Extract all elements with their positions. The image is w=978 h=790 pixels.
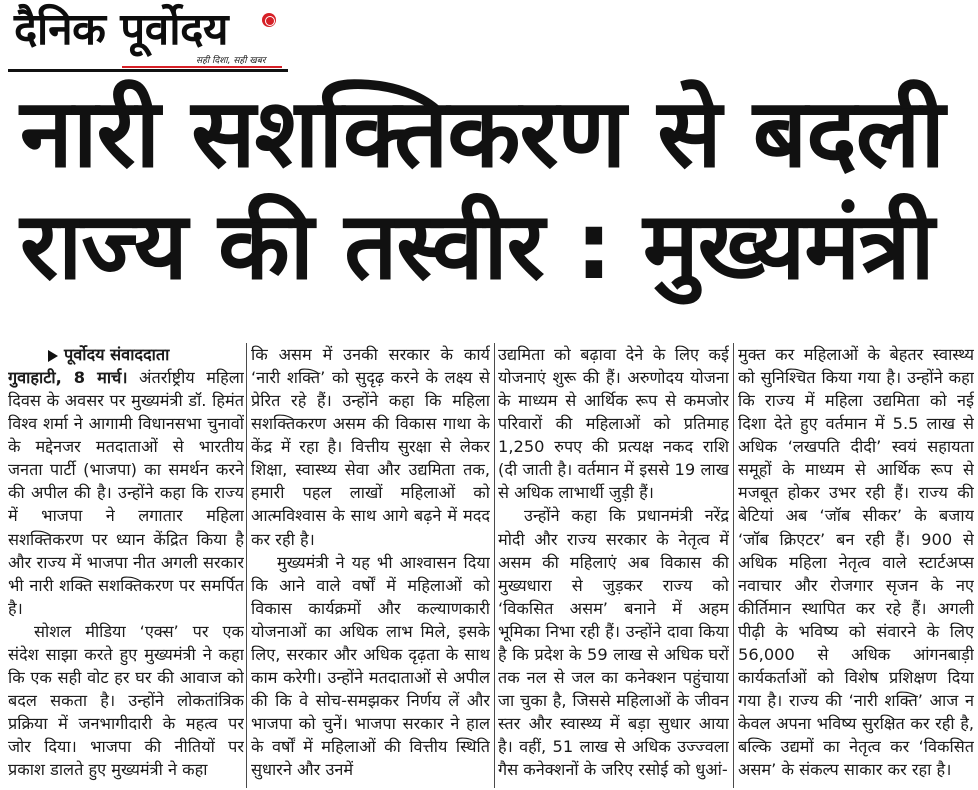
paragraph: मुक्त कर महिलाओं के बेहतर स्वास्थ्य को सुनिश्चित किया गया है। उन्होंने कहा कि राज्य में महिला उद्यमिता को नई दिशा देते हुए वर्तमान में 5.5 लाख से अधिक ‘लखपति दीदी’ स्वयं सहायता समूहों के माध्यम से आर्थिक रूप से मजबूत होकर उभर रही हैं। राज्य की बेटियां अब ‘जॉब सीकर’ के बजाय ‘जॉब क्रिएटर’ बन रही हैं। 900 से अधिक महिला नेतृत्व वाले स्टार्टअप्स नवाचार और रोजगार सृजन के नए कीर्तिमान स्थापित कर रहे हैं। अगली पीढ़ी के भविष्य को संवारने के लिए 56,000 से अधिक आंगनबाड़ी कार्यकर्ताओं को विशेष प्रशिक्षण दिया गया है। राज्य की ‘नारी शक्ति’ आज न केवल अपना भविष्य सुरक्षित कर रही है, बल्कि उद्यमों का नेतृत्व कर ‘विकसित असम’ के संकल्प साकार कर रहा है।	[738, 345, 974, 780]
column-rule	[733, 343, 734, 788]
column-rule	[246, 343, 247, 788]
headline-line-2: राज्य की तस्वीर : मुख्यमंत्री	[20, 191, 934, 300]
headline-line-1-row	[20, 80, 955, 188]
masthead-red-rule	[122, 66, 282, 68]
paragraph	[8, 366, 244, 620]
headline-line-1: नारी सशक्तिकरण से बदली	[20, 79, 945, 189]
article-column-4	[738, 343, 974, 788]
byline	[8, 343, 244, 366]
newspaper-name: दैनिक पूर्वोदय	[14, 4, 229, 55]
masthead	[0, 0, 292, 76]
paragraph: उन्होंने कहा कि प्रधानमंत्री नरेंद्र मोदी और राज्य सरकार के नेतृत्व में असम की महिलाएं अब विकास की मुख्यधारा से जुड़कर राज्य को ‘विकसित असम’ बनाने में अहम भूमिका निभा रही हैं। उन्होंने दावा किया है कि प्रदेश के 59 लाख से अधिक घरों तक नल से जल का कनेक्शन पहुंचाया जा चुका है, जिससे महिलाओं के जीवन स्तर और स्वास्थ्य में बड़ा सुधार आया है। वहीं, 51 लाख से अधिक उज्ज्वला गैस कनेक्शनों के जरिए रसोई को धुआं-	[498, 506, 729, 780]
registered-dot-icon	[262, 13, 276, 27]
paragraph: मुख्यमंत्री ने यह भी आश्वासन दिया कि आने वाले वर्षों में महिलाओं को विकास कार्यक्रमों और कल्याणकारी योजनाओं का अधिक लाभ मिले, इसके लिए, सरकार और अधिक दृढ़ता के साथ काम करेगी। उन्होंने मतदाताओं से अपील की कि वे सोच-समझकर निर्णय लें और भाजपा को चुनें। भाजपा सरकार ने हाल के वर्षों में महिलाओं की वित्तीय स्थिति सुधारने और उनमें	[251, 552, 490, 780]
column-rule	[494, 343, 495, 788]
triangle-right-icon	[48, 350, 58, 362]
paragraph: उद्यमिता को बढ़ावा देने के लिए कई योजनाएं शुरू की हैं। अरुणोदय योजना के माध्यम से आर्थिक रूप से कमजोर परिवारों की महिलाओं को प्रतिमाह 1,250 रुपए की प्रत्यक्ष नकद राशि (दी जाती है। वर्तमान में इससे 19 लाख से अधिक लाभार्थी जुड़ी हैं।	[498, 345, 729, 503]
paragraph-text: अंतर्राष्ट्रीय महिला दिवस के अवसर पर मुख्यमंत्री डॉ. हिमंत विश्व शर्मा ने आगामी विधानसभा चुनावों के मद्देनजर मतदाताओं से भारतीय जनता पार्टी (भाजपा) का समर्थन करने की अपील की है। उन्होंने कहा कि राज्य में भाजपा ने लगातार महिला सशक्तिकरण पर ध्यान केंद्रित किया है और राज्य में भाजपा नीत अगली सरकार भी नारी शक्ति सशक्तिकरण पर समर्पित है।	[8, 368, 244, 618]
paragraph: सोशल मीडिया ‘एक्स’ पर एक संदेश साझा करते हुए मुख्यमंत्री ने कहा कि एक सही वोट हर घर की आवाज को बदल सकता है। उन्होंने लोकतांत्रिक प्रक्रिया में जनभागीदारी के महत्व पर जोर दिया। भाजपा की नीतियों पर प्रकाश डालते हुए मुख्यमंत्री ने कहा	[8, 621, 244, 780]
byline-text: पूर्वोदय संवाददाता	[64, 345, 170, 364]
dateline: गुवाहाटी, 8 मार्च।	[8, 368, 128, 388]
masthead-black-rule	[8, 69, 288, 72]
headline-line-2-row	[20, 192, 955, 300]
newspaper-tagline: सही दिशा, सही खबर	[196, 56, 266, 66]
article-column-3	[498, 343, 729, 788]
paragraph: कि असम में उनकी सरकार के कार्य ‘नारी शक्ति’ को सुदृढ़ करने के लक्ष्य से प्रेरित रहे हैं। उन्होंने कहा कि महिला सशक्तिकरण असम की विकास गाथा के केंद्र में रहा है। वित्तीय सुरक्षा से लेकर शिक्षा, स्वास्थ्य सेवा और उद्यमिता तक, हमारी पहल लाखों महिलाओं को आत्मविश्वास के साथ आगे बढ़ने में मदद कर रही है।	[251, 345, 490, 549]
article-column-1	[8, 343, 244, 788]
article-column-2	[251, 343, 490, 788]
